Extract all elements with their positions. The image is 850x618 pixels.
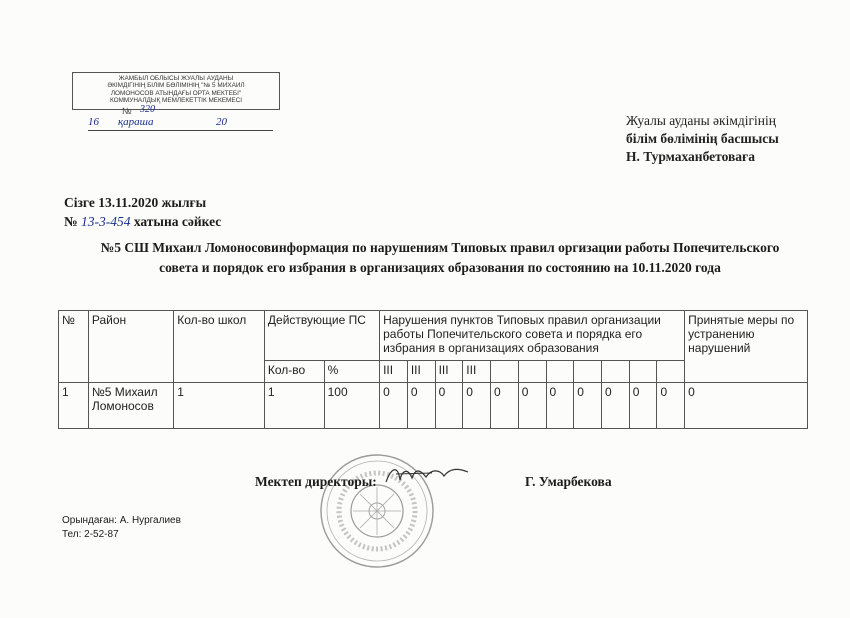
header-active-boards: Действующие ПС bbox=[264, 311, 379, 361]
cell-violation: 0 bbox=[380, 383, 408, 429]
subheader-violation bbox=[601, 361, 629, 383]
reg-day: 16 bbox=[88, 116, 99, 128]
header-district: Район bbox=[88, 311, 173, 383]
reference-date: Сізге 13.11.2020 жылғы bbox=[64, 195, 207, 210]
stamp-line: КОММУНАЛДЫҚ МЕМЛЕКЕТТІК МЕКЕМЕСІ bbox=[109, 97, 242, 105]
cell-percent: 100 bbox=[324, 383, 379, 429]
subheader-violation bbox=[657, 361, 685, 383]
title-line: №5 СШ Михаил Ломоносовинформация по нарушениям Типовых правил оргизации работы Попечительского bbox=[100, 240, 780, 255]
cell-violation: 0 bbox=[463, 383, 491, 429]
addressee-line: білім бөлімінің басшысы bbox=[626, 131, 779, 146]
subheader-violation: ІІІ bbox=[380, 361, 408, 383]
cell-district: №5 Михаил Ломоносов bbox=[88, 383, 173, 429]
stamp-line: ЖАМБЫЛ ОБЛЫСЫ ЖУАЛЫ АУДАНЫ bbox=[118, 75, 234, 82]
reference-number bbox=[64, 212, 221, 231]
subheader-violation bbox=[629, 361, 657, 383]
cell-measures: 0 bbox=[685, 383, 808, 429]
reg-underline bbox=[88, 130, 273, 131]
director-name: Г. Умарбекова bbox=[525, 474, 612, 489]
cell-violation: 0 bbox=[491, 383, 519, 429]
subheader-violation bbox=[546, 361, 574, 383]
cell-num: 1 bbox=[59, 383, 89, 429]
header-num: № bbox=[59, 311, 89, 383]
director-signature bbox=[382, 462, 472, 488]
registration-stamp bbox=[72, 72, 280, 110]
reg-year: 20 bbox=[216, 116, 227, 128]
subheader-violation: ІІІ bbox=[407, 361, 435, 383]
stamp-line: ӘКІМДІГІНІҢ БІЛІМ БӨЛІМІНІҢ "№ 5 МИХАИЛ bbox=[107, 82, 245, 90]
cell-schools: 1 bbox=[174, 383, 265, 429]
registration-fields bbox=[88, 104, 278, 130]
reference-number-prefix: № bbox=[64, 214, 81, 229]
subheader-violation bbox=[574, 361, 602, 383]
header-measures: Принятые меры по устранению нарушений bbox=[685, 311, 808, 383]
reg-month: қараша bbox=[118, 116, 154, 128]
addressee-block bbox=[626, 112, 779, 166]
stamp-line: ЛОМОНОСОВ АТЫНДАҒЫ ОРТА МЕКТЕБІ" bbox=[110, 89, 242, 97]
header-violations: Нарушения пунктов Типовых правил организации работы Попечительского совета и порядка его избрания в организациях образования bbox=[380, 311, 685, 361]
addressee-line: Жуалы ауданы әкімдігінің bbox=[626, 113, 776, 128]
reg-number-label: № bbox=[122, 106, 132, 116]
addressee-name: Н. Турмаханбетоваға bbox=[626, 149, 755, 164]
cell-violation: 0 bbox=[574, 383, 602, 429]
table-row bbox=[59, 383, 808, 429]
subheader-violation bbox=[518, 361, 546, 383]
cell-violation: 0 bbox=[546, 383, 574, 429]
subheader-violation: ІІІ bbox=[463, 361, 491, 383]
director-role: Мектеп директоры: bbox=[255, 474, 377, 489]
subheader-violation bbox=[491, 361, 519, 383]
executor-block bbox=[62, 514, 181, 542]
cell-violation: 0 bbox=[435, 383, 463, 429]
document-title bbox=[40, 238, 840, 278]
subheader-percent: % bbox=[324, 361, 379, 383]
violations-table bbox=[58, 310, 808, 429]
header-schools: Кол-во школ bbox=[174, 311, 265, 383]
executor-phone: Тел: 2-52-87 bbox=[62, 529, 119, 540]
executor-name: Орындаған: А. Нургалиев bbox=[62, 515, 181, 526]
reference-block bbox=[64, 193, 221, 231]
cell-violation: 0 bbox=[601, 383, 629, 429]
subheader-violation: ІІІ bbox=[435, 361, 463, 383]
reference-number-suffix: хатына сәйкес bbox=[130, 214, 222, 229]
subheader-count: Кол-во bbox=[264, 361, 324, 383]
table-header-row bbox=[59, 311, 808, 361]
cell-count: 1 bbox=[264, 383, 324, 429]
title-line: совета и порядок его избрания в организациях образования по состоянию на 10.11.2020 года bbox=[159, 260, 721, 275]
reg-number-value: 320 bbox=[140, 104, 155, 115]
cell-violation: 0 bbox=[657, 383, 685, 429]
cell-violation: 0 bbox=[407, 383, 435, 429]
cell-violation: 0 bbox=[518, 383, 546, 429]
cell-violation: 0 bbox=[629, 383, 657, 429]
reference-number-handwritten: 13-3-454 bbox=[80, 214, 131, 229]
